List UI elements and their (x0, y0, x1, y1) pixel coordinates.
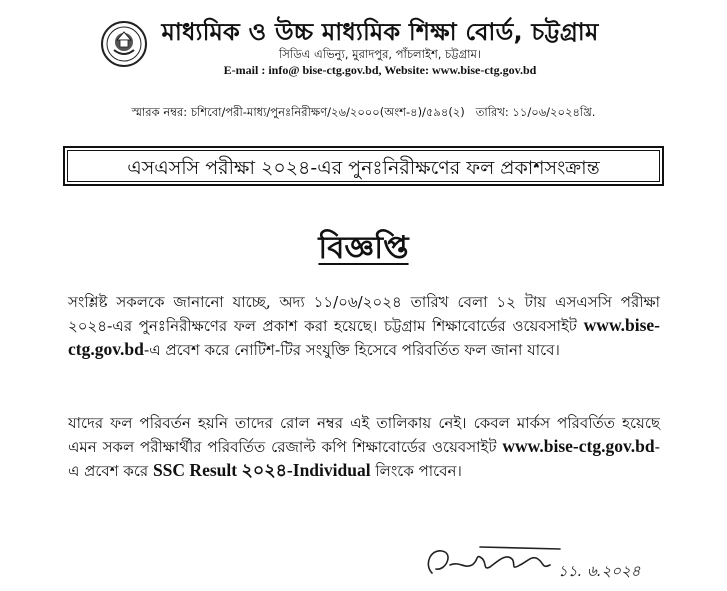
memo-reference-line (0, 104, 727, 123)
website-link[interactable]: www.bise-ctg.gov.bd (431, 63, 537, 77)
subject-box (63, 146, 664, 186)
paragraph-2-text-a: যাদের ফল পরিবর্তন হয়নি তাদের রোল নম্বর এই তালিকায় নেই। কেবল মার্কস পরিবর্তিত হয়েছে এমন সকল পরীক্ষার্থীর পরিবর্তিত রেজাল্ট কপি শিক্ষাবোর্ডের ওয়েবসাইট (68, 414, 660, 456)
website-label: Website: (384, 63, 429, 77)
notice-paragraph-1 (68, 291, 660, 362)
paragraph-2-text-b: -এ প্রবেশ করে (68, 438, 660, 480)
board-contact-line: E-mail : info@ bise-ctg.gov.bd, Website: www.bise-ctg.gov.bd (223, 63, 537, 77)
paragraph-1-text-a: সংশ্লিষ্ট সকলকে জানানো যাচ্ছে, অদ্য ১১/০৬/২০২৪ তারিখ বেলা ১২ টায় এসএসসি পরীক্ষা ২০২৪-এর পুনঃনিরীক্ষণের ফল প্রকাশ করা হয়েছে। চট্টগ্রাম শিক্ষাবোর্ডের ওয়েবসাইট (68, 293, 660, 335)
website-link-inline[interactable]: www.bise- ctg.gov.bd (68, 315, 660, 359)
ssc-result-link[interactable]: SSC Result ২০২৪-Individual (152, 460, 371, 480)
board-name-heading: মাধ্যমিক ও উচ্চ মাধ্যমিক শিক্ষা বোর্ড, চট্টগ্রাম (161, 18, 599, 46)
email-value[interactable]: info@ bise-ctg.gov.bd (268, 63, 379, 77)
notice-title-text: বিজ্ঞপ্তি (318, 230, 409, 266)
board-address: সিডিএ এভিন্যু, মুরাদপুর, পাঁচলাইশ, চট্টগ্রাম। (279, 47, 481, 61)
memo-date: তারিখ: ১১/০৬/২০২৪খ্রি. (475, 105, 596, 119)
email-label: E-mail : (223, 63, 266, 77)
paragraph-2-text-c: লিংকে পাবেন। (375, 462, 462, 480)
notice-paragraph-2 (68, 412, 660, 483)
paragraph-1-text-b: -এ প্রবেশ করে নোটিশ-টির সংযুক্তি হিসেবে পরিবর্তিত ফল জানা যাবে। (143, 341, 560, 359)
website-link-inline-2[interactable]: www.bise-ctg.gov.bd (502, 436, 655, 456)
signature-date: ১১. ৬.২০২৪ (558, 562, 641, 580)
subject-text: এসএসসি পরীক্ষা ২০২৪-এর পুনঃনিরীক্ষণের ফল প্রকাশসংক্রান্ত (127, 157, 600, 179)
notice-title (0, 224, 727, 276)
memo-number: স্মারক নম্বর: চশিবো/পরী-মাধ্য/পুনঃনিরীক্ষণ/২৬/২০০০(অংশ-৪)/৫৯৪(২) (131, 105, 465, 119)
board-seal-logo (100, 20, 148, 68)
